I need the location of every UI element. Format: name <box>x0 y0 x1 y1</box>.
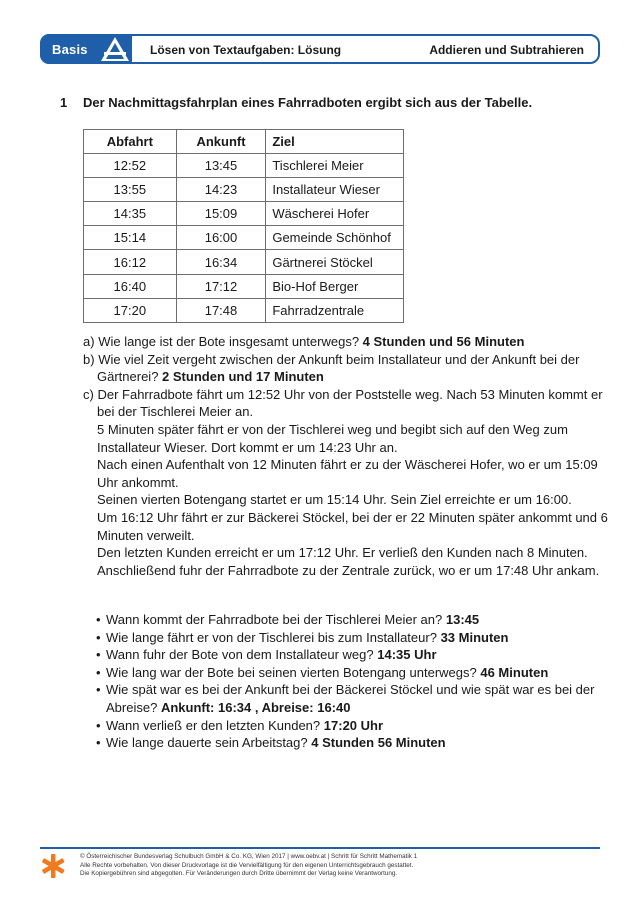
sub-question-text: Wann kommt der Fahrradbote bei der Tischlerei Meier an? <box>106 612 443 627</box>
list-item <box>96 646 606 664</box>
arrival-cell: 17:12 <box>176 274 266 298</box>
departure-cell: 13:55 <box>84 178 177 202</box>
arrival-cell: 17:48 <box>176 298 266 322</box>
column-header-departure: Abfahrt <box>84 130 177 154</box>
question-a <box>83 333 613 351</box>
task-heading: Der Nachmittagsfahrplan eines Fahrradboten ergibt sich aus der Tabelle. <box>83 95 533 110</box>
list-item <box>96 717 606 735</box>
column-header-arrival: Ankunft <box>176 130 266 154</box>
destination-cell: Tischlerei Meier <box>266 154 404 178</box>
bullet-icon: • <box>96 612 101 627</box>
footer-divider <box>40 847 600 849</box>
story-text: Der Fahrradbote fährt um 12:52 Uhr von der Poststelle weg. Nach 53 Minuten kommt er bei der Tischlerei Meier an. <box>97 386 603 420</box>
destination-cell: Bio-Hof Berger <box>266 274 404 298</box>
table-row <box>84 154 404 178</box>
page-header <box>40 34 600 64</box>
sub-question-text: Wann fuhr der Bote von dem Installateur weg? <box>106 647 374 663</box>
table-row <box>84 250 404 274</box>
bullet-icon: • <box>96 717 101 733</box>
table-row <box>84 202 404 226</box>
column-header-destination: Ziel <box>266 130 404 154</box>
sub-question-answer: Ankunft: 16:34 , Abreise: 16:40 <box>160 699 351 715</box>
sub-questions-list <box>96 611 606 752</box>
sub-question-text: Wie spät war es bei der Ankunft bei der Bäckerei Stöckel und wie spät war es bei der Abreise? <box>106 682 595 715</box>
question-a-answer: 4 Stunden und 56 Minuten <box>362 334 525 349</box>
table-row <box>84 298 404 322</box>
question-c <box>83 386 613 580</box>
sub-question-text: Wie lange dauerte sein Arbeitstag? <box>106 735 308 751</box>
story-paragraph: 5 Minuten später fährt er von der Tischlerei weg und begibt sich auf den Weg zum Installateur Wieser. Dort kommt er um 14:23 Uhr an. <box>97 421 568 455</box>
list-item <box>96 629 606 647</box>
questions-block <box>83 333 613 579</box>
arrival-cell: 16:34 <box>176 250 266 274</box>
worksheet-topic: Addieren und Subtrahieren <box>429 43 584 57</box>
sub-question-text: Wie lang war der Bote bei seinen vierten Botengang unterwegs? <box>106 664 477 680</box>
departure-cell: 16:40 <box>84 274 177 298</box>
departure-cell: 16:12 <box>84 250 177 274</box>
bullet-icon: • <box>96 682 101 698</box>
sub-question-answer: 13:45 <box>445 612 480 627</box>
question-a-label: a) <box>83 334 95 349</box>
story-paragraph: Nach einen Aufenthalt von 12 Minuten fährt er zu der Wäscherei Hofer, wo er um 15:09 Uhr ankommt. <box>97 457 598 490</box>
level-badge-label: Basis <box>52 42 88 57</box>
question-a-text: Wie lange ist der Bote insgesamt unterwegs? <box>98 334 360 349</box>
arrival-cell: 14:23 <box>176 178 266 202</box>
departure-cell: 14:35 <box>84 202 177 226</box>
triangle-level-icon <box>98 34 132 64</box>
story-paragraph <box>83 386 613 421</box>
table-header-row <box>84 130 404 154</box>
sub-question-answer: 4 Stunden 56 Minuten <box>311 735 446 751</box>
departure-cell: 15:14 <box>84 226 177 250</box>
sub-question-text: Wie lange fährt er von der Tischlerei bis zum Installateur? <box>106 629 437 645</box>
sub-question-answer: 33 Minuten <box>440 629 509 645</box>
copyright-line: © Österreichischer Bundesverlag Schulbuch GmbH & Co. KG, Wien 2017 | www.oebv.at | Schritt für Schritt Mathematik 1 <box>80 853 418 860</box>
list-item <box>96 734 606 752</box>
bullet-icon: • <box>96 735 101 751</box>
table-row <box>84 274 404 298</box>
question-b-label: b) <box>83 351 95 367</box>
departure-cell: 12:52 <box>84 154 177 178</box>
destination-cell: Fahrradzentrale <box>266 298 404 322</box>
list-item <box>96 664 606 682</box>
publisher-logo-icon <box>40 853 66 879</box>
disclaimer-line: Die Kopiergebühren sind abgegolten. Für Veränderungen durch Dritte übernimmt der Verlag keine Verantwortung. <box>80 870 398 878</box>
bullet-icon: • <box>96 647 101 663</box>
sub-question-text: Wann verließ er den letzten Kunden? <box>106 717 321 733</box>
bullet-icon: • <box>96 664 101 680</box>
sub-question-answer: 17:20 Uhr <box>323 717 384 733</box>
story-paragraph: Den letzten Kunden erreicht er um 17:12 Uhr. Er verließ den Kunden nach 8 Minuten. Anschließend fuhr der Fahrradbote zu der Zentrale zurück, wo er um 17:48 Uhr ankam. <box>97 545 600 578</box>
destination-cell: Gemeinde Schönhof <box>266 226 404 250</box>
list-item <box>96 611 606 629</box>
copyright-notice <box>80 853 580 879</box>
question-b-text: Wie viel Zeit vergeht zwischen der Ankunft beim Installateur und der Ankunft bei der Gärtnerei? <box>97 351 580 385</box>
departure-cell: 17:20 <box>84 298 177 322</box>
destination-cell: Gärtnerei Stöckel <box>266 250 404 274</box>
level-badge <box>40 34 132 64</box>
question-b <box>83 351 613 386</box>
question-c-label: c) <box>83 386 94 402</box>
rights-line: Alle Rechte vorbehalten. Von dieser Druckvorlage ist die Vervielfältigung für den eigenen Unterrichtsgebrauch gestattet. <box>80 861 414 869</box>
destination-cell: Installateur Wieser <box>266 178 404 202</box>
arrival-cell: 13:45 <box>176 154 266 178</box>
sub-question-answer: 14:35 Uhr <box>377 647 437 663</box>
table-row <box>84 178 404 202</box>
list-item <box>96 681 606 716</box>
story-paragraph: Um 16:12 Uhr fährt er zur Bäckerei Stöckel, bei der er 22 Minuten später ankommt und 6 Minuten verweilt. <box>97 509 608 543</box>
question-b-answer: 2 Stunden und 17 Minuten <box>162 369 324 385</box>
arrival-cell: 15:09 <box>176 202 266 226</box>
story-paragraph: Seinen vierten Botengang startet er um 15:14 Uhr. Sein Ziel erreichte er um 16:00. <box>97 492 572 508</box>
destination-cell: Wäscherei Hofer <box>266 202 404 226</box>
arrival-cell: 16:00 <box>176 226 266 250</box>
sub-question-answer: 46 Minuten <box>480 664 549 680</box>
task-number: 1 <box>60 95 68 110</box>
schedule-table <box>83 129 404 323</box>
table-row <box>84 226 404 250</box>
bullet-icon: • <box>96 629 101 645</box>
worksheet-title: Lösen von Textaufgaben: Lösung <box>150 43 342 57</box>
